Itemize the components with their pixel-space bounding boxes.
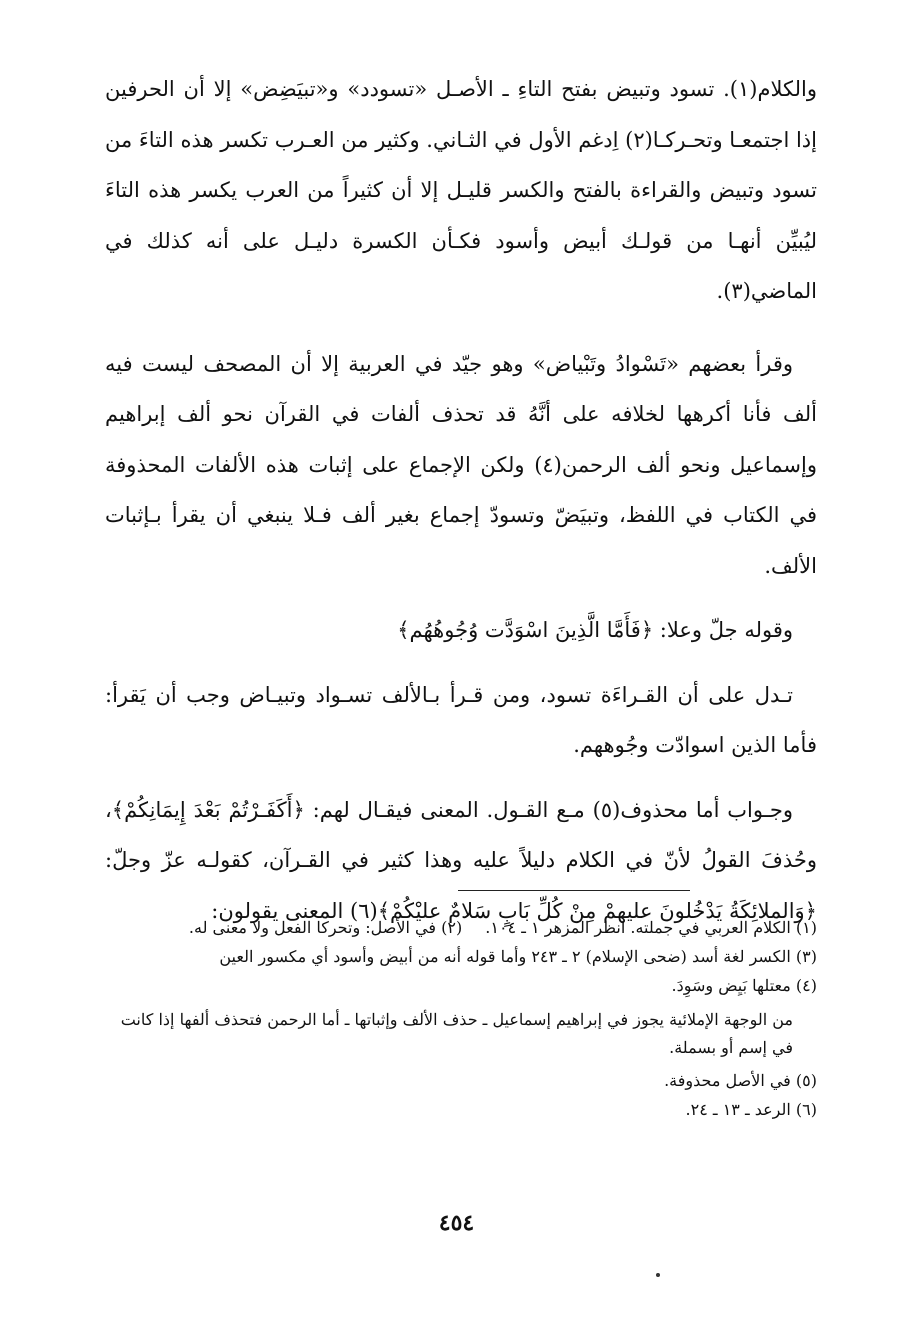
footnote-line-1: [105, 913, 817, 942]
footnote-4: (٤) معتلها بَيِض وسَوِدَ.: [671, 976, 817, 995]
footnote-5: (٥) في الأصل محذوفة.: [664, 1071, 817, 1090]
paragraph-1: والكلام(١). تسود وتبيض بفتح التاءِ ـ الأصـل «تسودد» و«تبيَضِض» إلا أن الحرفين إذا اجتمعـا وتحـركـا(٢) اِدغم الأول في الثـاني. وكثير من العـرب تكسر هذه التاءَ من تسود وتبيض والقراءة بالفتح والكسر قليـل إلا أن كثيراً من العرب يكسر هذه التاءَ ليُبيِّن أنهـا من قولـك أبيض وأسود فكـأن الكسرة دليـل على أنه كذلك في الماضي(٣).: [105, 77, 817, 303]
paragraph-4: تـدل على أن القـراءَة تسود، ومن قـرأ بـالألف تسـواد وتبيـاض وجب أن يَقرأ: فأما الذين اسوادّت وجُوههم.: [105, 682, 817, 757]
page-number: ٤٥٤: [438, 1210, 475, 1236]
ink-speck: [656, 1273, 660, 1277]
main-text: [105, 64, 817, 936]
footnotes: [105, 913, 817, 1124]
paragraph-5: وجـواب أما محذوف(٥) مـع القـول. المعنى فيقـال لهم: ﴿أَكَفَـرْتُمْ بَعْدَ إِيمَانِكُمْ﴾، وحُذفَ القولُ لأنّ في الكلام دليلاً عليه وهذا كثير في القـرآن، كقولـه عزّ وجلّ: ﴿وَالملائِكَةُ يَدْخُلونَ عليهمْ مِنْ كُلِّ بَابٍ سَلامٌ عليْكُمْ﴾(٦) المعنى يقولون:: [105, 797, 817, 923]
footnote-3: (٣) الكسر لغة أسد (ضحى الإسلام) ٢ ـ ٢٤٣ وأما قوله أنه من أبيض وأسود أي مكسور العين: [219, 947, 817, 966]
footnote-separator: [458, 890, 690, 891]
paragraph-2: وقرأ بعضهم «تَسْوادُ وتَبْياض» وهو جيّد في العربية إلا أن المصحف ليست فيه ألف فأنا أكرهها لخلافه على أنَّهُ قد تحذف ألفات في القرآن نحو ألف إبراهيم وإسماعيل ونحو ألف الرحمن(٤) ولكن الإجماع على إثبات هذه الألفات المحذوفة في الكتاب في اللفظ، وتبيَضّ وتسودّ إجماع بغير ألف فـلا ينبغي أن يقرأ بـإثبات الألف.: [105, 351, 817, 578]
footnote-1: (١) الكلام العربي في جملته. انظر المزهر ١ ـ ١٠٤.: [485, 918, 817, 937]
paragraph-quran-verse: وقوله جلّ وعلا: ﴿فَأَمَّا الَّذِينَ اسْوَدَّت وُجُوهُهُم﴾: [397, 618, 793, 642]
footnote-6: (٦) الرعد ـ ١٣ ـ ٢٤.: [685, 1100, 817, 1119]
footnote-2: (٢) في الأصل: وتحركا الفعل ولا معنى له.: [188, 918, 463, 937]
footnote-4-continuation: من الوجهة الإملائية يجوز في إبراهيم إسماعيل ـ حذف الألف وإثباتها ـ أما الرحمن فتحذف ألفها إذا كانت في إسم أو بسملة.: [120, 1010, 793, 1057]
